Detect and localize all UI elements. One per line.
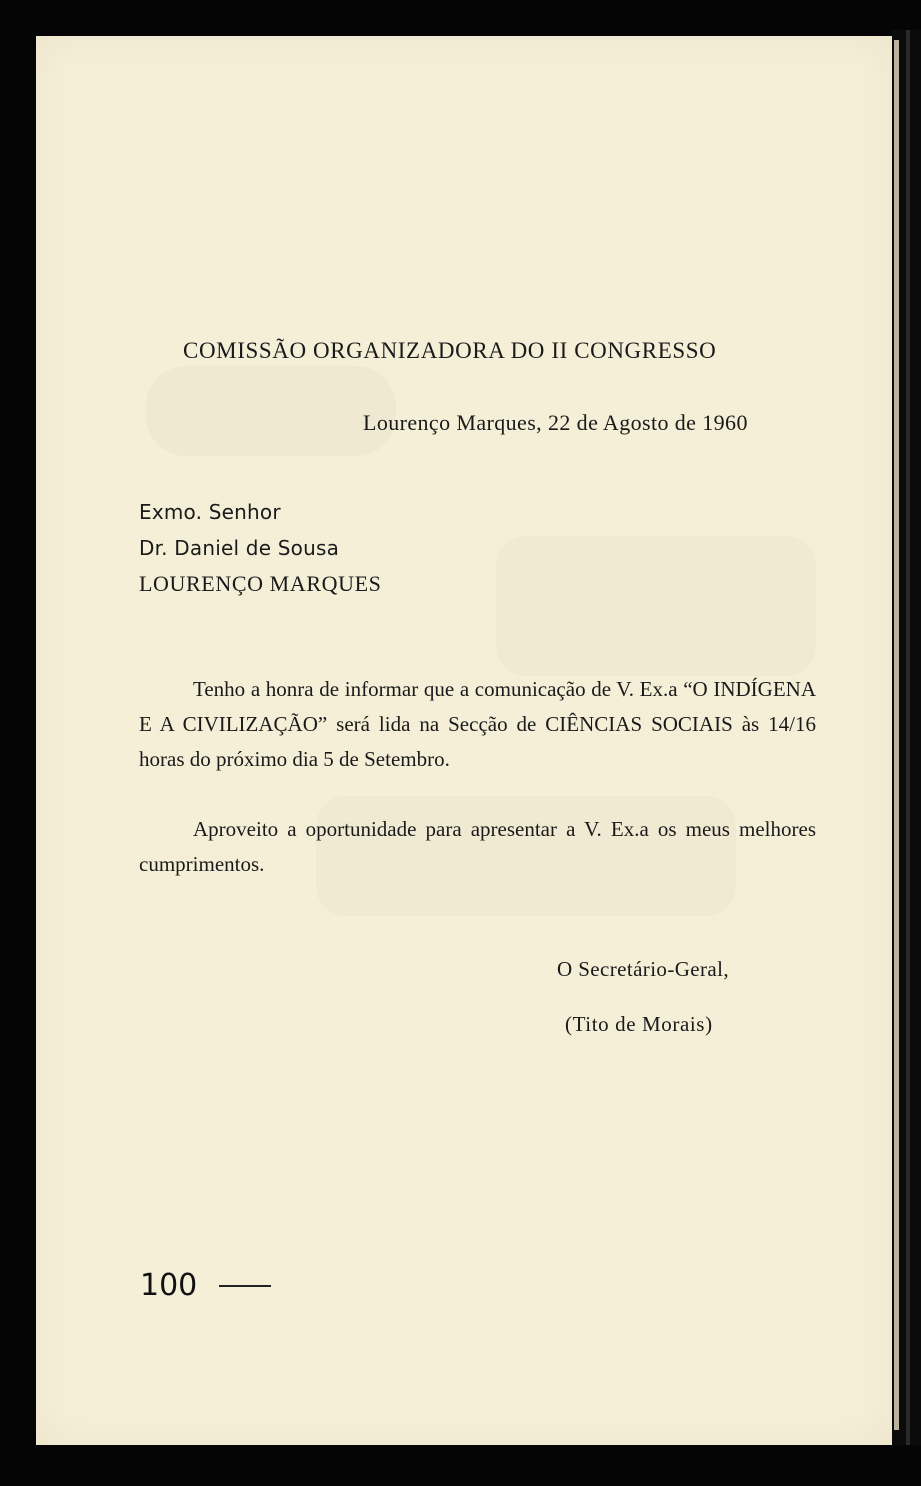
recipient-city: LOURENÇO MARQUES (139, 571, 382, 596)
bleed-through-mark (146, 366, 396, 456)
bleed-through-mark (496, 536, 816, 676)
book-spine-edge (892, 30, 921, 1445)
signature-name: (Tito de Morais) (565, 1012, 713, 1036)
page-edge (894, 40, 899, 1430)
body-paragraph-2: Aproveito a oportunidade para apresentar a V. Ex.a os meus melhores cumprimentos. (139, 817, 816, 876)
body-paragraph-1: Tenho a honra de informar que a comunicação de V. Ex.a “O INDÍGENA E A CIVILIZAÇÃO” será lida na Secção de CIÊNCIAS SOCIAIS às 14/16 horas do próximo dia 5 de Setembro. (139, 677, 816, 771)
signature-title: O Secretário-Geral, (557, 957, 730, 981)
recipient-salutation: Exmo. Senhor (139, 500, 281, 524)
spine-shadow (906, 30, 910, 1445)
place-date: Lourenço Marques, 22 de Agosto de 1960 (363, 410, 748, 435)
page-number (140, 1268, 271, 1303)
page-number-value: 100 (140, 1268, 198, 1303)
page-number-rule (219, 1285, 271, 1287)
letter-heading: COMISSÃO ORGANIZADORA DO II CONGRESSO (183, 338, 717, 363)
recipient-name: Dr. Daniel de Sousa (139, 536, 340, 560)
